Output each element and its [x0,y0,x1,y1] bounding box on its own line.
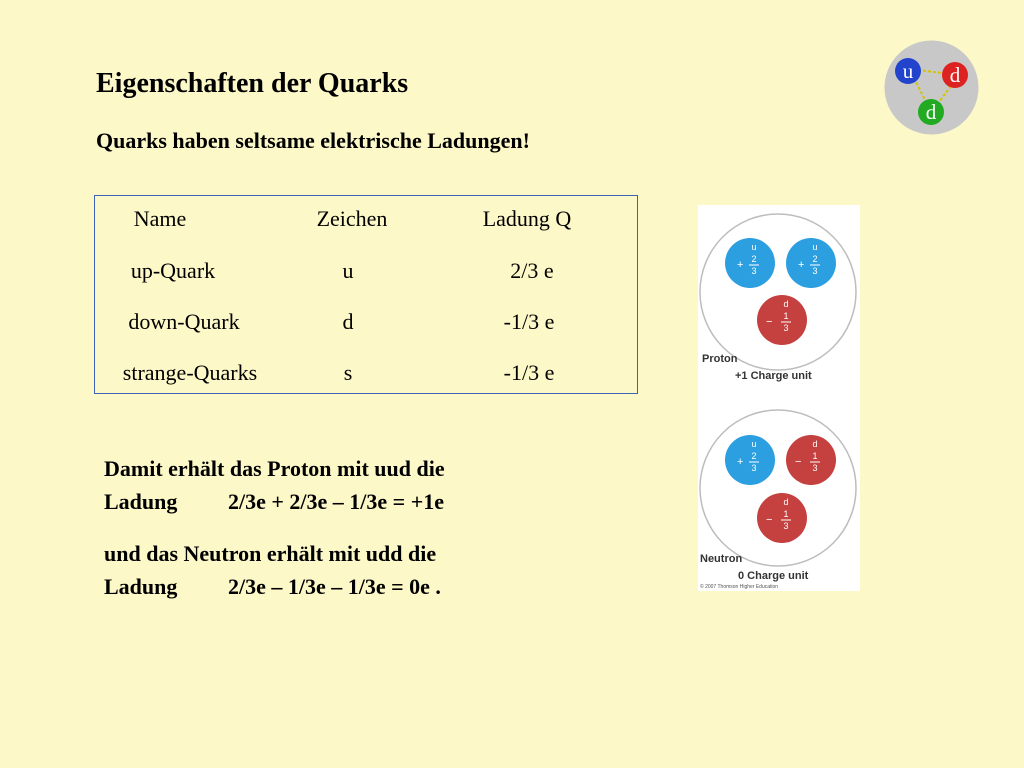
svg-text:u: u [751,439,757,449]
svg-text:1: 1 [783,311,789,321]
table-cell: -1/3 e [503,309,555,334]
svg-text:u: u [812,242,818,252]
svg-text:3: 3 [812,266,818,276]
svg-text:−: − [795,456,802,468]
proton-down-quark [757,295,807,345]
svg-text:d: d [783,299,789,309]
proton-neutron-figure [698,205,860,591]
table-header-symbol: Zeichen [316,206,388,231]
svg-text:3: 3 [751,266,757,276]
table-cell: up-Quark [130,258,216,283]
neutron-explanation [104,537,441,603]
proton-up-quark-1 [725,238,775,288]
neutron-charge-label: Ladung [104,574,178,599]
proton-charge-label: Ladung [104,489,178,514]
proton-up-quark-2 [786,238,836,288]
table-cell: down-Quark [128,309,240,334]
svg-text:−: − [766,316,773,328]
table-header-charge: Ladung Q [482,206,572,231]
svg-text:+: + [737,456,744,468]
proton-label: Proton [702,353,738,365]
svg-text:d: d [783,497,789,507]
svg-text:u: u [751,242,757,252]
svg-text:1: 1 [812,451,818,461]
neutron-down-quark-1 [786,435,836,485]
svg-text:3: 3 [751,463,757,473]
logo-quark-d-bottom: d [925,100,937,124]
page-title: Eigenschaften der Quarks [96,68,409,99]
svg-text:2: 2 [751,254,757,264]
svg-text:−: − [766,514,773,526]
quark-table [94,195,638,394]
table-cell: 2/3 e [510,258,554,283]
logo-quark-d-top: d [949,63,961,87]
proton-charge-equation: 2/3e + 2/3e – 1/3e = +1e [228,489,445,514]
table-cell: strange-Quarks [122,360,258,385]
neutron-line-1: und das Neutron erhält mit udd die [104,541,437,566]
table-header-name: Name [133,206,187,231]
proton-line-1: Damit erhält das Proton mit uud die [104,456,445,481]
svg-text:d: d [812,439,818,449]
svg-text:2: 2 [751,451,757,461]
svg-text:3: 3 [783,521,789,531]
quark-logo [884,40,979,135]
table-cell: s [343,360,353,385]
neutron-down-quark-2 [757,493,807,543]
table-cell: -1/3 e [503,360,555,385]
page-subtitle: Quarks haben seltsame elektrische Ladungen! [96,128,530,153]
table-cell: d [342,309,354,334]
neutron-charge-equation: 2/3e – 1/3e – 1/3e = 0e . [228,574,441,599]
svg-text:1: 1 [783,509,789,519]
proton-charge-label: +1 Charge unit [735,370,812,382]
svg-text:3: 3 [812,463,818,473]
svg-text:+: + [798,259,805,271]
logo-quark-u: u [902,59,914,83]
figure-copyright: © 2007 Thomson Higher Education [700,584,779,590]
neutron-label: Neutron [700,553,743,565]
svg-text:2: 2 [812,254,818,264]
svg-text:+: + [737,259,744,271]
svg-text:3: 3 [783,323,789,333]
proton-outline [700,214,856,370]
neutron-up-quark [725,435,775,485]
neutron-charge-label: 0 Charge unit [738,570,809,582]
table-cell: u [342,258,354,283]
proton-explanation [104,452,445,518]
